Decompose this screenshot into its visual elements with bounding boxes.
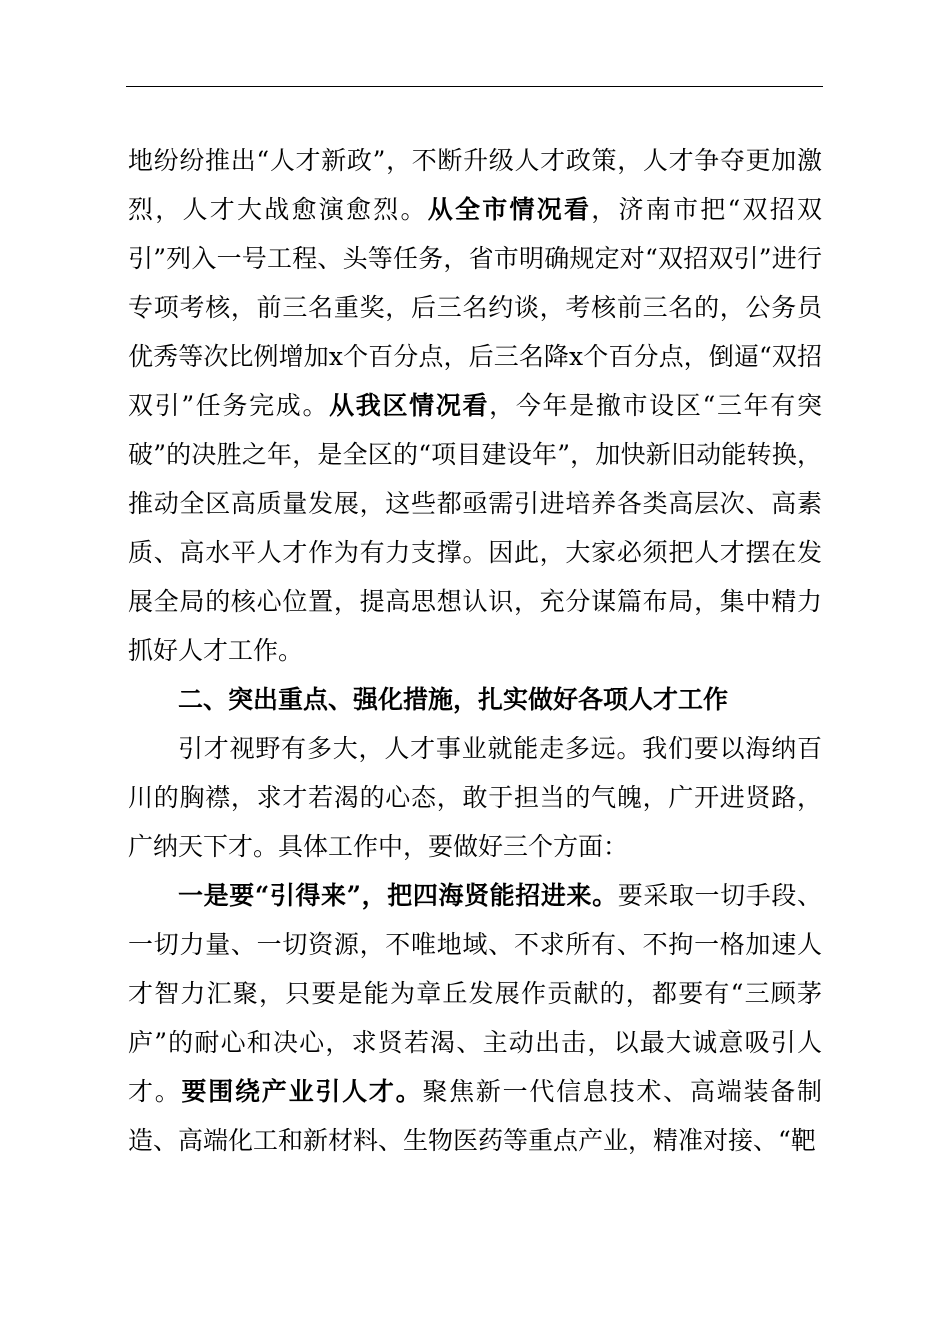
header-rule	[126, 86, 823, 87]
text-run: 引才视野有多大，人才事业就能走多远。我们要以海纳百川的胸襟，求才若渴的心态，敢于担当的气魄，广开进贤路，广纳天下才。具体工作中，要做好三个方面：	[128, 734, 822, 861]
section-heading: 二、突出重点、强化措施，扎实做好各项人才工作	[178, 685, 729, 714]
bold-lead-industry: 要围绕产业引人才。	[181, 1077, 423, 1106]
text-run: 聚焦新一代信息技术、高端装备制造、高端化工和新材料、生物医药等重点产业，精准对接、“靶	[128, 1077, 822, 1155]
paragraph-continuation	[128, 136, 822, 675]
paragraph-point-one	[128, 871, 822, 1165]
bold-lead-point-one: 一是要“引得来”，把四海贤能招进来。	[178, 881, 618, 910]
bold-lead-city: 从全市情况看	[427, 195, 592, 224]
text-run: 要采取一切手段、一切力量、一切资源，不唯地域、不求所有、不拘一格加速人才智力汇聚，只要是能为章丘发展作贡献的，都要有“三顾茅庐”的耐心和决心，求贤若渴、主动出击，以最大诚意吸引人才。	[128, 881, 822, 1106]
paragraph-intro	[128, 724, 822, 871]
bold-lead-district: 从我区情况看	[329, 391, 490, 420]
text-run: 地纷纷推出“人才新政”，不断升级人才政策，人才争夺更加激烈，人才大战愈演愈烈。	[128, 146, 822, 224]
text-run: ，今年是撤市设区“三年有突破”的决胜之年，是全区的“项目建设年”，加快新旧动能转换，推动全区高质量发展，这些都亟需引进培养各类高层次、高素质、高水平人才作为有力支撑。因此，大家必须把人才摆在发展全局的核心位置，提高思想认识，充分谋篇布局，集中精力抓好人才工作。	[128, 391, 822, 665]
text-run: ，济南市把“双招双引”列入一号工程、头等任务，省市明确规定对“双招双引”进行专项考核，前三名重奖，后三名约谈，考核前三名的，公务员优秀等次比例增加x个百分点，后三名降x个百分点，倒逼“双招双引”任务完成。	[128, 195, 822, 420]
document-body	[128, 136, 822, 1165]
